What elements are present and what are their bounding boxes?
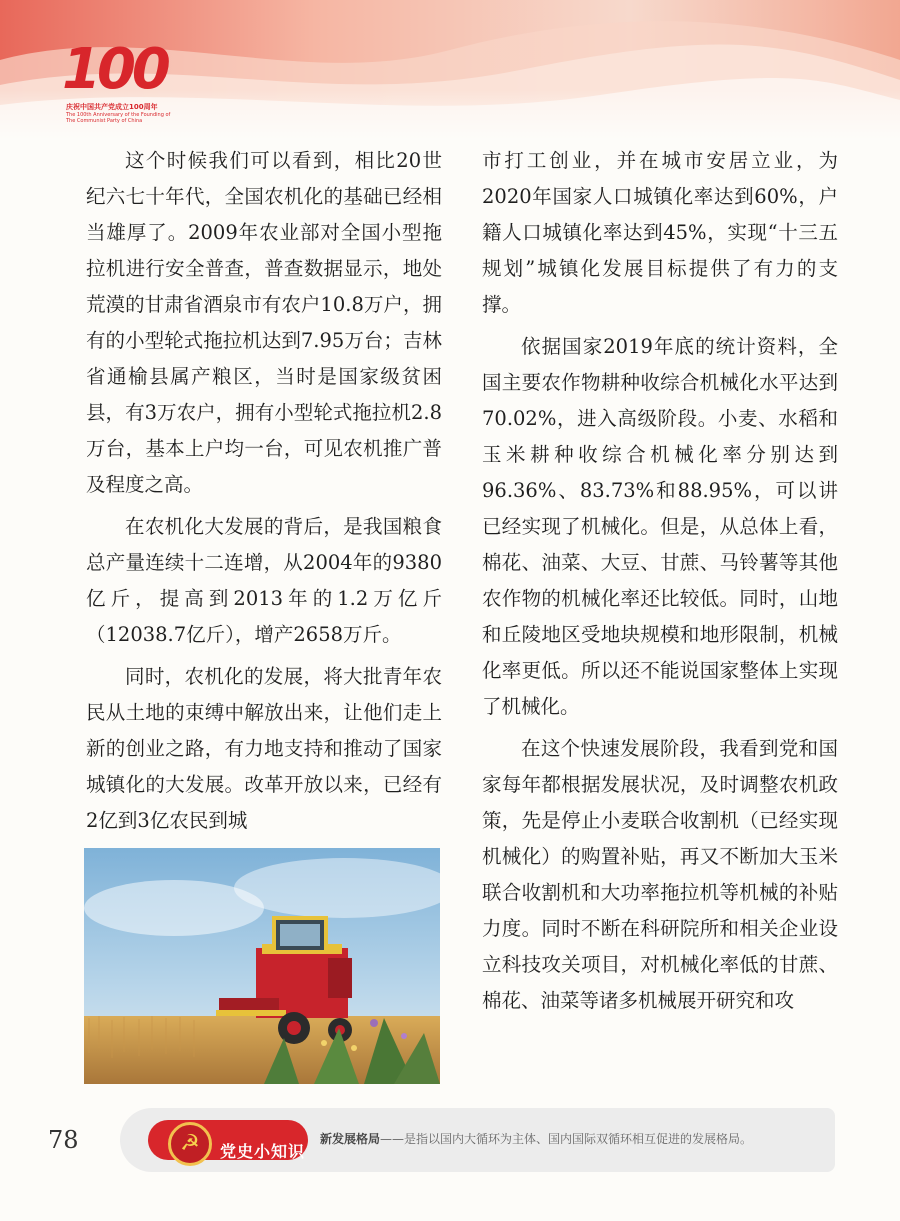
- note-term: 新发展格局: [320, 1132, 381, 1146]
- left-paragraph-1: 这个时候我们可以看到，相比20世纪六七十年代，全国农机化的基础已经相当雄厚了。2009年农业部对全国小型拖拉机进行安全普查，普查数据显示，地处荒漠的甘肃省酒泉市有农户10.8万户，拥有的小型轮式拖拉机达到7.95万台；吉林省通榆县属产粮区，当时是国家级贫困县，有3万农户，拥有小型轮式拖拉机2.8万台，基本上户均一台，可见农机推广普及程度之高。: [86, 149, 442, 496]
- right-paragraph-2: 依据国家2019年底的统计资料，全国主要农作物耕种收综合机械化水平达到70.02%，进入高级阶段。小麦、水稻和玉米耕种收综合机械化率分别达到96.36%、83.73%和88.95%，可以讲已经实现了机械化。但是，从总体上看，棉花、油菜、大豆、甘蔗、马铃薯等其他农作物的机械化率还比较低。同时，山地和丘陵地区受地块规模和地形限制，机械化率更低。所以还不能说国家整体上实现了机械化。: [482, 335, 838, 718]
- knowledge-note-band: [120, 1108, 835, 1172]
- right-paragraph-3: 在这个快速发展阶段，我看到党和国家每年都根据发展状况，及时调整农机政策，先是停止小麦联合收割机（已经实现机械化）的购置补贴，再又不断加大玉米联合收割机和大功率拖拉机等机械的补贴力度。同时不断在科研院所和相关企业设立科技攻关项目，对机械化率低的甘蔗、棉花、油菜等诸多机械展开研究和攻: [482, 737, 838, 1012]
- badge-label: 党史小知识: [220, 1142, 306, 1161]
- left-paragraph-2: 在农机化大发展的背后，是我国粮食总产量连续十二连增，从2004年的9380亿斤，提高到2013年的1.2万亿斤（12038.7亿斤），增产2658万斤。: [86, 515, 442, 646]
- left-text-column: [86, 143, 442, 845]
- combine-harvester-photo: [84, 848, 440, 1084]
- right-paragraph-1: 市打工创业，并在城市安居立业，为2020年国家人口城镇化率达到60%，户籍人口城镇化率达到45%，实现“十三五规划”城镇化发展目标提供了有力的支撑。: [482, 149, 838, 316]
- logo-title-en-line2: The Communist Party of China: [66, 118, 143, 124]
- logo-number: 100: [62, 37, 167, 102]
- party-history-badge: [148, 1120, 308, 1160]
- knowledge-note: [320, 1130, 752, 1147]
- note-text: ——是指以国内大循环为主体、国内国际双循环相互促进的发展格局。: [380, 1132, 753, 1146]
- logo-title-en: [66, 112, 176, 124]
- page-header: [0, 0, 900, 140]
- left-paragraph-3: 同时，农机化的发展，将大批青年农民从土地的束缚中解放出来，让他们走上新的创业之路，有力地支持和推动了国家城镇化的大发展。改革开放以来，已经有2亿到3亿农民到城: [86, 665, 442, 832]
- page-number: 78: [48, 1126, 79, 1154]
- party-emblem-icon: ☭: [168, 1122, 212, 1166]
- logo-title-cn: 庆祝中国共产党成立100周年: [66, 103, 158, 111]
- centenary-logo: [62, 37, 182, 130]
- right-text-column: [482, 143, 838, 1025]
- page-footer: [48, 1108, 840, 1172]
- harvester-illustration: [84, 848, 440, 1084]
- logo-title-en-line1: The 100th Anniversary of the Founding of: [66, 112, 171, 118]
